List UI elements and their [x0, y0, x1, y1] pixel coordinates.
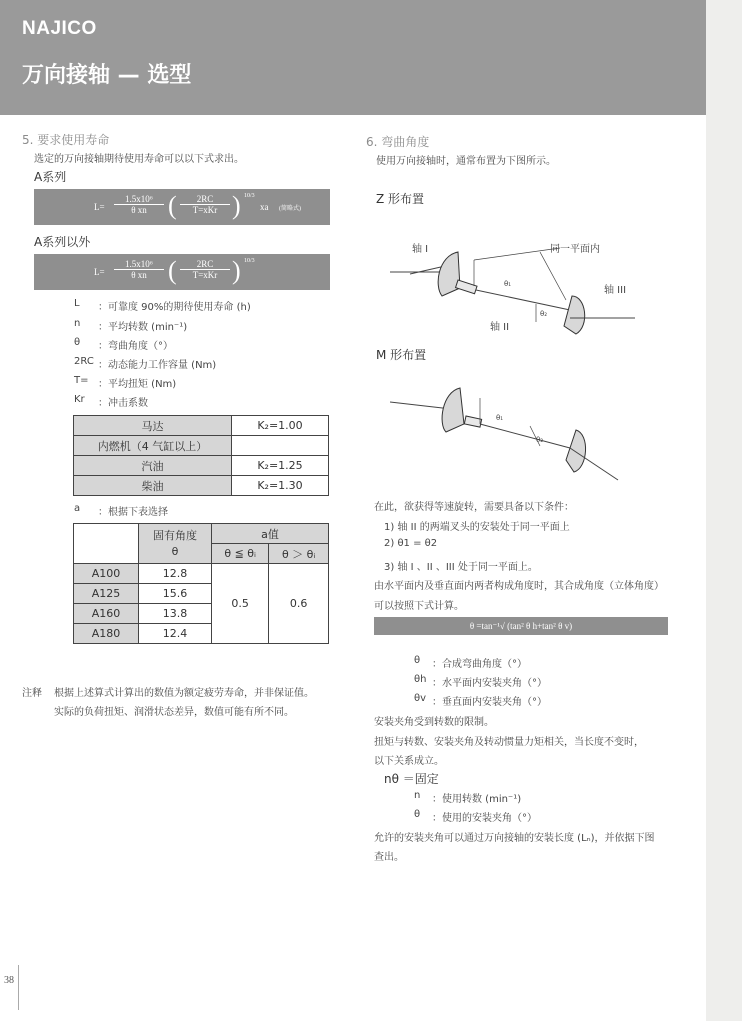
- shaft-2-axis: [480, 424, 570, 448]
- def-text: ：使用转数 (min⁻¹): [432, 794, 522, 805]
- fraction-1: [114, 194, 164, 215]
- table-cell: 马达: [74, 416, 232, 436]
- table-cell: K₂=1.30: [232, 476, 329, 496]
- formula-lhs: L=: [94, 202, 105, 212]
- table-row: [74, 456, 329, 476]
- paren-close: ): [232, 256, 241, 285]
- condition-intro: 在此，欲获得等速旋转，需要具备以下条件：: [374, 502, 574, 513]
- def-symbol: Kr: [74, 394, 85, 405]
- m-layout-diagram: [390, 380, 640, 490]
- shaft-2-axis: [476, 290, 570, 310]
- table-cell: [232, 436, 329, 456]
- formula-compound-angle: θ =tan⁻¹√ (tan² θ h+tan² θ v): [374, 617, 668, 635]
- compound-text: 由水平面内及垂直面内两者构成角度时，其合成角度（立体角度）: [374, 581, 664, 592]
- page-title: 万向接轴 — 选型: [22, 63, 192, 88]
- section-6-title: 6. 弯曲角度: [366, 135, 430, 149]
- leader-line: [474, 248, 560, 260]
- angle-label: θ₁: [496, 414, 504, 422]
- fraction-1-numerator: 1.5x10⁶: [114, 194, 164, 205]
- table-cell: A160: [74, 604, 139, 624]
- a-series-other-label: A系列以外: [34, 235, 91, 249]
- paragraph: 允许的安装夹角可以通过万向接轴的安装长度 (Lₙ)，并依据下图: [374, 833, 655, 844]
- z-layout-title: Z 形布置: [376, 192, 425, 206]
- table-cell: 12.8: [139, 564, 212, 584]
- formula-lhs: L=: [94, 267, 105, 277]
- def-text: ：平均扭矩 (Nm): [98, 379, 177, 390]
- fraction-2: [180, 194, 230, 215]
- table-row: [74, 524, 329, 544]
- formula-a-series: [34, 189, 330, 225]
- page-number: 38: [4, 975, 14, 986]
- def-symbol: θv: [414, 693, 427, 704]
- formula-exponent: 10/3: [244, 258, 255, 264]
- def-symbol: θ: [74, 337, 81, 348]
- yoke-2: [564, 296, 585, 334]
- page-header: [0, 0, 706, 115]
- table-header-gt: θ ＞ θᵢ: [269, 544, 329, 564]
- fraction-1-numerator: 1.5x10⁶: [114, 259, 164, 270]
- formula-other-series: [34, 254, 330, 290]
- table-cell: 柴油: [74, 476, 232, 496]
- angle-header-label: 固有角度: [153, 528, 197, 542]
- table-row: [74, 476, 329, 496]
- table-cell: K₂=1.25: [232, 456, 329, 476]
- shaft-1-label: 轴 I: [412, 244, 429, 255]
- paragraph: 安装夹角受到转数的限制。: [374, 717, 494, 728]
- table-row: [74, 416, 329, 436]
- kr-table: [73, 415, 329, 496]
- def-text: ：可靠度 90%的期待使用寿命 (h): [98, 302, 251, 313]
- table-header-angle: [139, 524, 212, 564]
- def-symbol: 2RC: [74, 356, 94, 367]
- angle-header-symbol: θ: [171, 544, 179, 558]
- spline-1: [464, 416, 481, 427]
- def-symbol: θ: [414, 809, 421, 820]
- def-text: ：合成弯曲角度（°）: [432, 659, 527, 670]
- formula-tail: xa: [260, 202, 269, 212]
- page-edge: [706, 0, 742, 1021]
- table-cell: 内燃机（4 气缸以上）: [74, 436, 232, 456]
- paren-open: (: [168, 191, 177, 220]
- condition-item: 2) θ1 = θ2: [384, 538, 438, 549]
- paragraph: 以下关系成立。: [374, 756, 444, 767]
- fraction-1-denominator: θ xn: [131, 270, 147, 280]
- formula-note: (简略式): [279, 206, 301, 212]
- table-cell: 汽油: [74, 456, 232, 476]
- formula-exponent: 10/3: [244, 193, 255, 199]
- note-label: 注释: [22, 688, 42, 699]
- section-6-intro: 使用万向接轴时，通常布置为下图所示。: [376, 156, 556, 167]
- table-row: [74, 436, 329, 456]
- yoke-2: [566, 430, 586, 472]
- paren-open: (: [168, 256, 177, 285]
- def-symbol: n: [74, 318, 81, 329]
- shaft-2-label: 轴 II: [490, 322, 510, 333]
- compound-text: 可以按照下式计算。: [374, 601, 464, 612]
- angle-label: θ₂: [536, 436, 544, 444]
- page-margin-line: [18, 965, 19, 1010]
- def-symbol: θh: [414, 674, 427, 685]
- table-cell: [74, 524, 139, 564]
- same-plane-label: 同一平面内: [550, 244, 600, 255]
- leader-line: [540, 252, 566, 300]
- note-line: 实际的负荷扭矩、润滑状态差异，数值可能有所不同。: [54, 707, 294, 718]
- fraction-2-denominator: T=xKr: [192, 270, 218, 280]
- shaft-3-label: 轴 III: [604, 285, 627, 296]
- note-line: 根据上述算式计算出的数值为额定疲劳寿命，并非保证值。: [54, 688, 314, 699]
- fraction-2: [180, 259, 230, 280]
- section-5-title: 5. 要求使用寿命: [22, 133, 110, 147]
- table-cell: A100: [74, 564, 139, 584]
- def-text: ：垂直面内安装夹角（°）: [432, 697, 547, 708]
- def-symbol: n: [414, 790, 421, 801]
- def-symbol: θ: [414, 655, 421, 666]
- paragraph: 扭矩与转数、安装夹角及转动惯量力矩相关，当长度不变时，: [374, 737, 644, 748]
- najico-logo: NAJICO: [22, 18, 97, 39]
- table-cell: 0.5: [212, 564, 269, 644]
- fraction-2-denominator: T=xKr: [192, 205, 218, 215]
- def-text: ：水平面内安装夹角（°）: [432, 678, 547, 689]
- def-symbol: T=: [74, 375, 89, 386]
- def-text: ：冲击系数: [98, 398, 148, 409]
- def-text: ：弯曲角度（°）: [98, 341, 173, 352]
- def-text: ：使用的安装夹角（°）: [432, 813, 537, 824]
- m-layout-title: M 形布置: [376, 348, 427, 362]
- table-cell: A125: [74, 584, 139, 604]
- def-text: ：平均转数 (min⁻¹): [98, 322, 188, 333]
- def-symbol: L: [74, 298, 80, 309]
- table-cell: 13.8: [139, 604, 212, 624]
- angle-label: θ₂: [540, 310, 548, 318]
- n-theta-relation: nθ ＝固定: [384, 772, 439, 786]
- fraction-1: [114, 259, 164, 280]
- condition-item: 1) 轴 II 的两端叉头的安装处于同一平面上: [384, 522, 570, 533]
- yoke-1: [438, 252, 460, 296]
- table-cell: 12.4: [139, 624, 212, 644]
- table-header-a: a值: [212, 524, 329, 544]
- a-series-label: A系列: [34, 170, 67, 184]
- fraction-1-denominator: θ xn: [131, 205, 147, 215]
- paren-close: ): [232, 191, 241, 220]
- table-row: [74, 564, 329, 584]
- table-header-le: θ ≦ θᵢ: [212, 544, 269, 564]
- def-symbol: a: [74, 503, 81, 514]
- def-text: ：动态能力工作容量 (Nm): [98, 360, 217, 371]
- fraction-2-numerator: 2RC: [180, 259, 230, 270]
- yoke-1: [442, 388, 464, 432]
- table-cell: K₂=1.00: [232, 416, 329, 436]
- def-text: ：根据下表选择: [98, 507, 168, 518]
- table-cell: 0.6: [269, 564, 329, 644]
- a-value-table: [73, 523, 329, 644]
- angle-label: θ₁: [504, 280, 512, 288]
- table-cell: 15.6: [139, 584, 212, 604]
- paragraph: 查出。: [374, 852, 404, 863]
- table-cell: A180: [74, 624, 139, 644]
- condition-item: 3) 轴 I 、II 、III 处于同一平面上。: [384, 562, 538, 573]
- section-5-intro: 选定的万向接轴期待使用寿命可以以下式求出。: [34, 154, 244, 165]
- fraction-2-numerator: 2RC: [180, 194, 230, 205]
